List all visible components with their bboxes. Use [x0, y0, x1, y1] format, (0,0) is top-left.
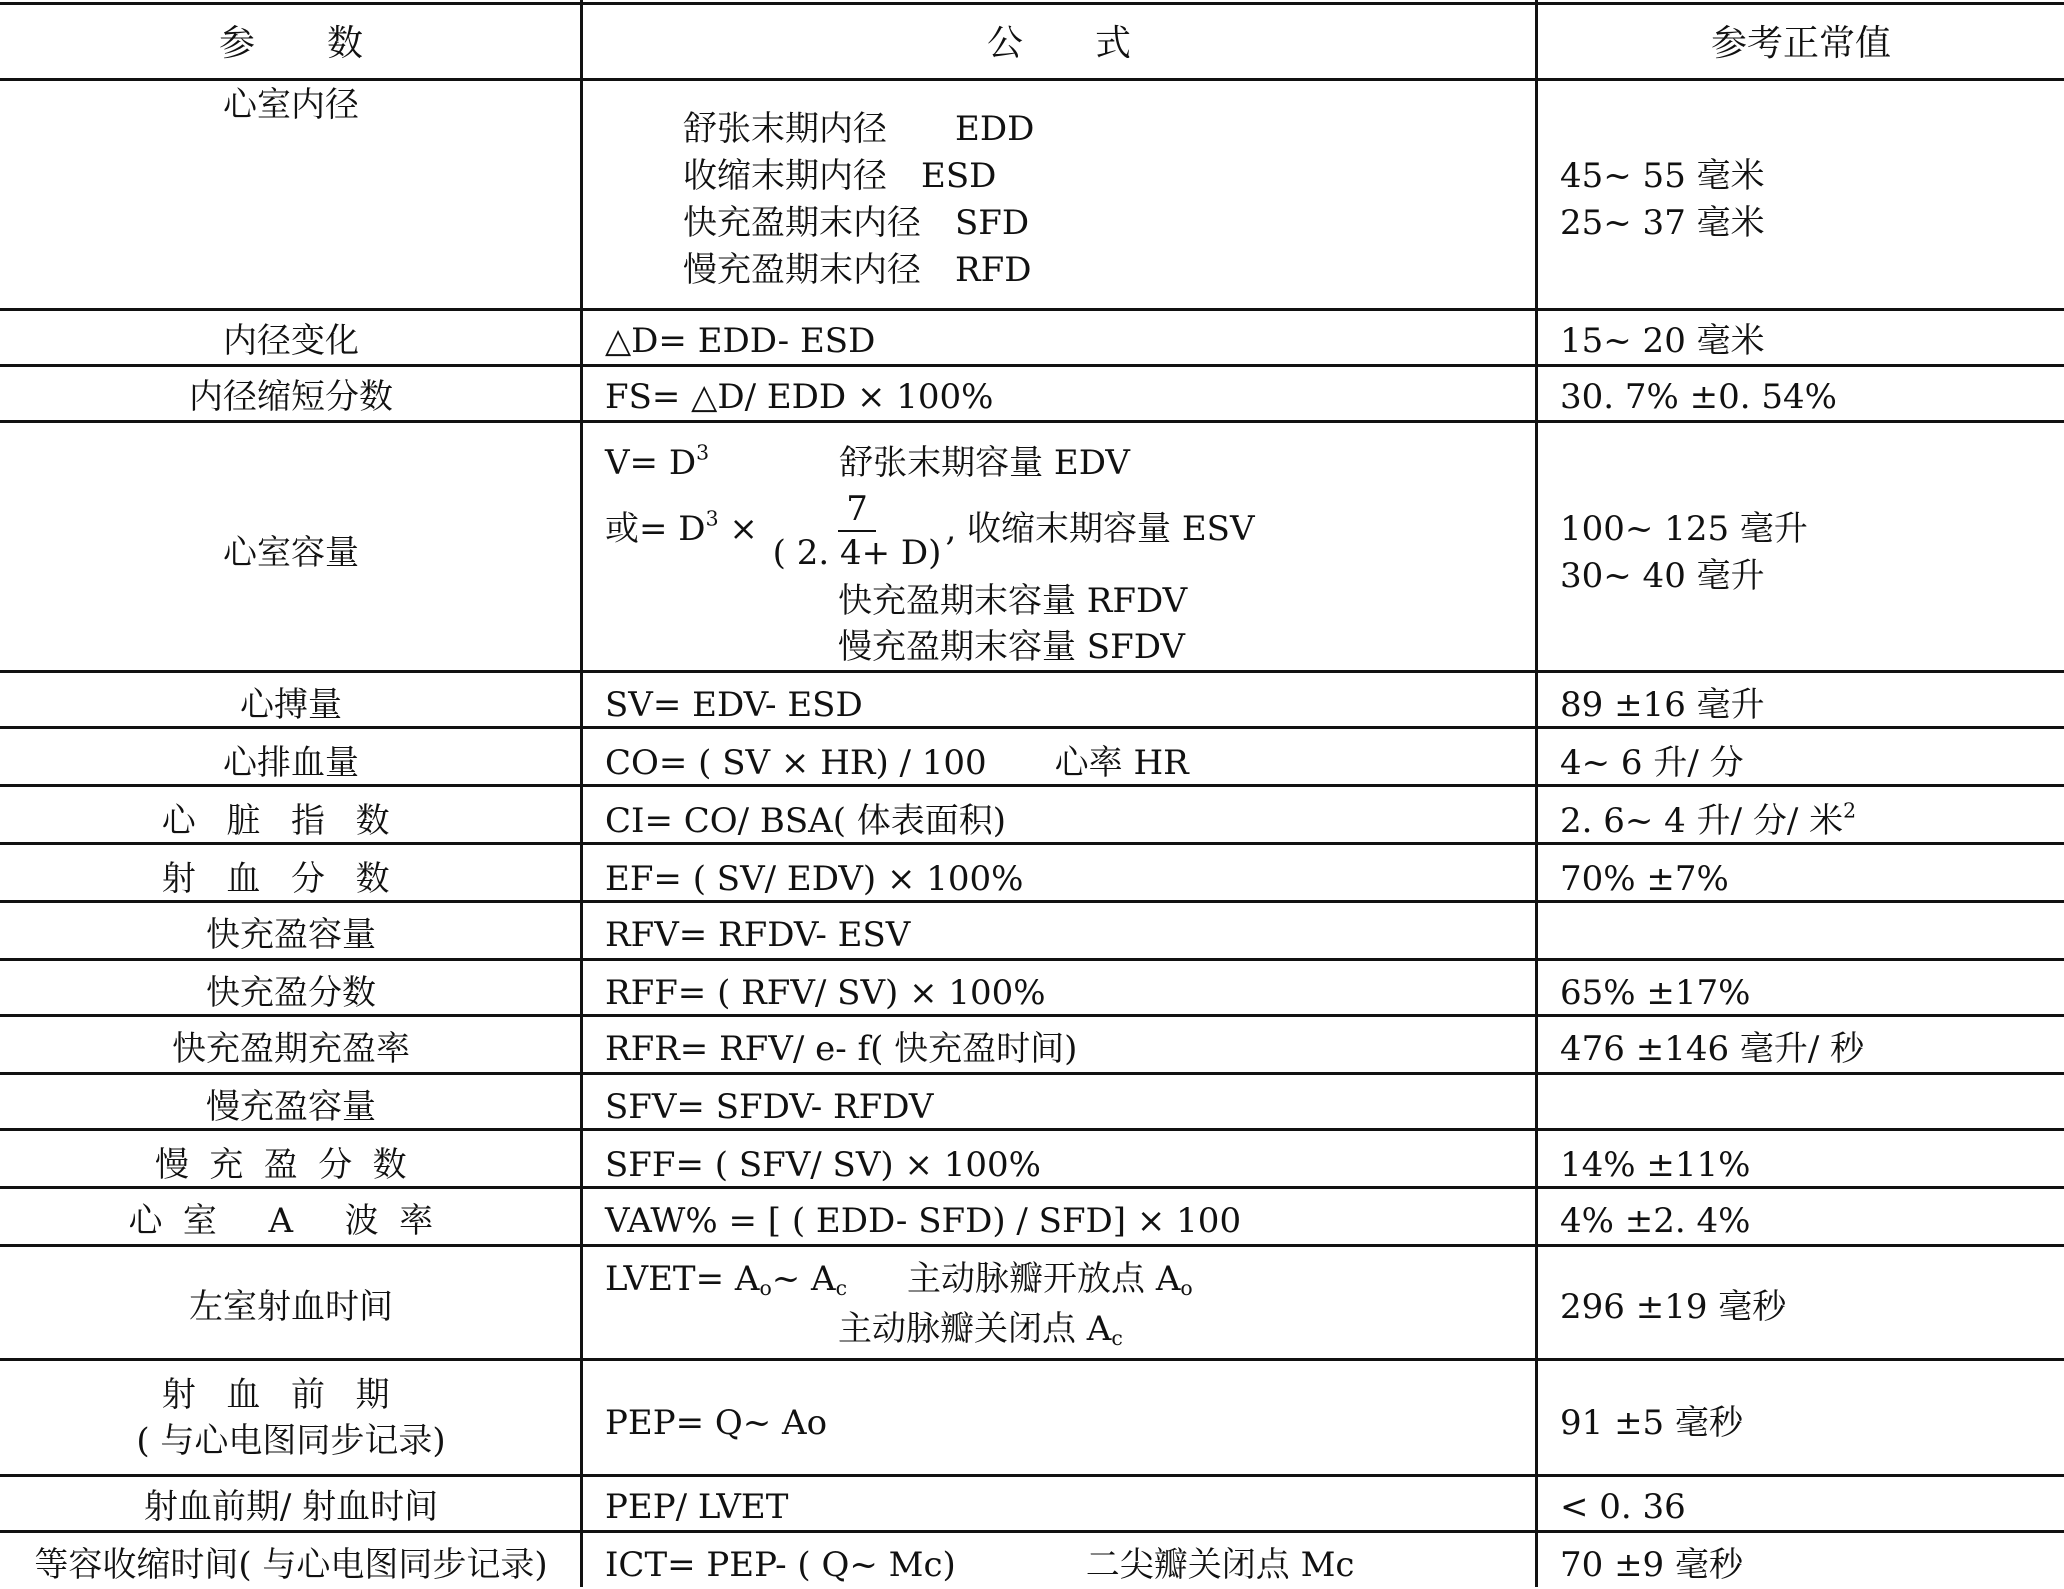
formula-line: 慢充盈期末内径 RFD — [683, 250, 1032, 290]
formula-text: V= D — [605, 443, 697, 483]
subscript: c — [835, 1276, 848, 1301]
table-rule — [580, 0, 583, 1587]
param-isovolumic-contraction-time: 等容收缩时间( 与心电图同步记录) — [34, 1545, 548, 1585]
param-pre-ejection-period: 射血前期 — [161, 1375, 421, 1415]
table-rule — [0, 78, 2064, 81]
formula-diameter-change: △D= EDD- ESD — [605, 321, 876, 361]
fraction-denominator: ( 2. 4+ D) — [772, 533, 942, 573]
formula-slow-filling-volume: SFV= SFDV- RFDV — [605, 1087, 934, 1127]
formula-pre-ejection-period: PEP= Q~ Ao — [605, 1403, 828, 1443]
param-ventricular-diameter: 心室内径 — [223, 85, 359, 125]
formula-volume-line4: 慢充盈期末容量 SFDV — [838, 627, 1185, 667]
param-stroke-volume: 心搏量 — [240, 685, 342, 725]
param-cardiac-output: 心排血量 — [223, 743, 359, 783]
normal-isovolumic-contraction-time: 70 ±9 毫秒 — [1560, 1545, 1743, 1585]
param-a-wave-rate: 心室 A 波率 — [128, 1201, 454, 1241]
formula-stroke-volume: SV= EDV- ESD — [605, 685, 863, 725]
normal-pre-ejection-period: 91 ±5 毫秒 — [1560, 1403, 1743, 1443]
normal-line: 25~ 37 毫米 — [1560, 203, 1765, 243]
normal-cardiac-index — [1560, 798, 2060, 845]
param-ventricular-volume: 心室容量 — [223, 533, 359, 573]
subscript: o — [759, 1276, 772, 1301]
normal-ejection-fraction: 70% ±7% — [1560, 859, 1729, 899]
formula-rapid-filling-rate: RFR= RFV/ e- f( 快充盈时间) — [605, 1029, 1078, 1069]
formula-text: 二尖瓣关闭点 Mc — [1085, 1545, 1355, 1585]
formula-text: , 收缩末期容量 ESV — [945, 509, 1255, 549]
formula-pep-lvet-ratio: PEP/ LVET — [605, 1487, 789, 1527]
param-lv-ejection-time: 左室射血时间 — [189, 1287, 393, 1327]
formula-slow-filling-fraction: SFF= ( SFV/ SV) × 100% — [605, 1145, 1041, 1185]
normal-line: 30~ 40 毫升 — [1560, 556, 1765, 596]
param-slow-filling-fraction: 慢充盈分数 — [155, 1145, 427, 1185]
param-rapid-filling-rate: 快充盈期充盈率 — [172, 1029, 410, 1069]
formula-text: ICT= PEP- ( Q~ Mc) — [605, 1545, 956, 1585]
formula-line: 收缩末期内径 ESD — [683, 156, 997, 196]
normal-pep-lvet-ratio: < 0. 36 — [1560, 1487, 1686, 1527]
formula-text: × — [718, 509, 769, 549]
normal-fractional-shortening: 30. 7% ±0. 54% — [1560, 377, 1837, 417]
table-rule — [0, 2, 2064, 5]
subscript: o — [1180, 1276, 1193, 1301]
table-rule — [0, 1474, 2064, 1477]
normal-rapid-filling-rate: 476 ±146 毫升/ 秒 — [1560, 1029, 1865, 1069]
normal-ventricular-volume — [1560, 506, 2060, 600]
header-formula: 公 式 — [986, 23, 1131, 64]
param-rapid-filling-volume: 快充盈容量 — [206, 915, 376, 955]
param-diameter-change: 内径变化 — [223, 321, 359, 361]
param-fractional-shortening: 内径缩短分数 — [189, 377, 393, 417]
normal-slow-filling-fraction: 14% ±11% — [1560, 1145, 1751, 1185]
param-rapid-filling-fraction: 快充盈分数 — [206, 973, 376, 1013]
table-rule — [0, 1358, 2064, 1361]
formula-text: ~ A — [771, 1259, 836, 1299]
normal-line: 100~ 125 毫升 — [1560, 509, 1808, 549]
header-param: 参 数 — [218, 23, 363, 64]
normal-cardiac-output: 4~ 6 升/ 分 — [1560, 743, 1744, 783]
formula-rapid-filling-volume: RFV= RFDV- ESV — [605, 915, 911, 955]
formula-rapid-filling-fraction: RFF= ( RFV/ SV) × 100% — [605, 973, 1046, 1013]
formula-line: 舒张末期内径 EDD — [683, 109, 1035, 149]
param-cardiac-index: 心脏指数 — [161, 801, 421, 841]
superscript: 2 — [1843, 798, 1857, 823]
param-ejection-fraction: 射血分数 — [161, 859, 421, 899]
formula-line: 快充盈期末内径 SFD — [683, 203, 1030, 243]
param-pre-ejection-period-note: ( 与心电图同步记录) — [136, 1421, 446, 1461]
normal-rapid-filling-fraction: 65% ±17% — [1560, 973, 1751, 1013]
formula-fractional-shortening: FS= △D/ EDD × 100% — [605, 377, 994, 417]
normal-diameter-change: 15~ 20 毫米 — [1560, 321, 1765, 361]
formula-isovolumic-contraction-time — [605, 1542, 1525, 1589]
subscript: c — [1111, 1326, 1123, 1351]
param-slow-filling-volume: 慢充盈容量 — [206, 1087, 376, 1127]
formula-volume-line1 — [605, 440, 1525, 487]
param-pep-lvet-ratio: 射血前期/ 射血时间 — [143, 1487, 439, 1527]
fraction — [773, 488, 942, 574]
formula-text: LVET= A — [605, 1259, 760, 1299]
formula-text: 或= D — [605, 509, 706, 549]
normal-line: 45~ 55 毫米 — [1560, 156, 1765, 196]
normal-a-wave-rate: 4% ±2. 4% — [1560, 1201, 1751, 1241]
normal-lv-ejection-time: 296 ±19 毫秒 — [1560, 1287, 1787, 1327]
formula-ventricular-diameter — [683, 106, 1603, 294]
header-normal: 参考正常值 — [1710, 23, 1891, 64]
formula-text: 主动脉瓣开放点 A — [907, 1259, 1181, 1299]
formula-volume-line2 — [605, 488, 1525, 574]
formula-lvet-line1 — [605, 1256, 1525, 1303]
superscript: 3 — [705, 506, 719, 531]
formula-a-wave-rate: VAW% = [ ( EDD- SFD) / SFD] × 100 — [605, 1201, 1242, 1241]
fraction-numerator: 7 — [838, 488, 876, 532]
table-rule — [0, 308, 2064, 311]
normal-ventricular-diameter — [1560, 153, 2060, 247]
formula-text: 主动脉瓣关闭点 A — [838, 1309, 1112, 1349]
superscript: 3 — [696, 440, 710, 465]
formula-cardiac-output: CO= ( SV × HR) / 100 心率 HR — [605, 743, 1189, 783]
formula-ejection-fraction: EF= ( SV/ EDV) × 100% — [605, 859, 1024, 899]
formula-cardiac-index: CI= CO/ BSA( 体表面积) — [605, 801, 1007, 841]
formula-text: 舒张末期容量 EDV — [839, 443, 1130, 483]
normal-text: 2. 6~ 4 升/ 分/ 米 — [1560, 801, 1844, 841]
formula-volume-line3: 快充盈期末容量 RFDV — [838, 581, 1188, 621]
normal-stroke-volume: 89 ±16 毫升 — [1560, 685, 1765, 725]
